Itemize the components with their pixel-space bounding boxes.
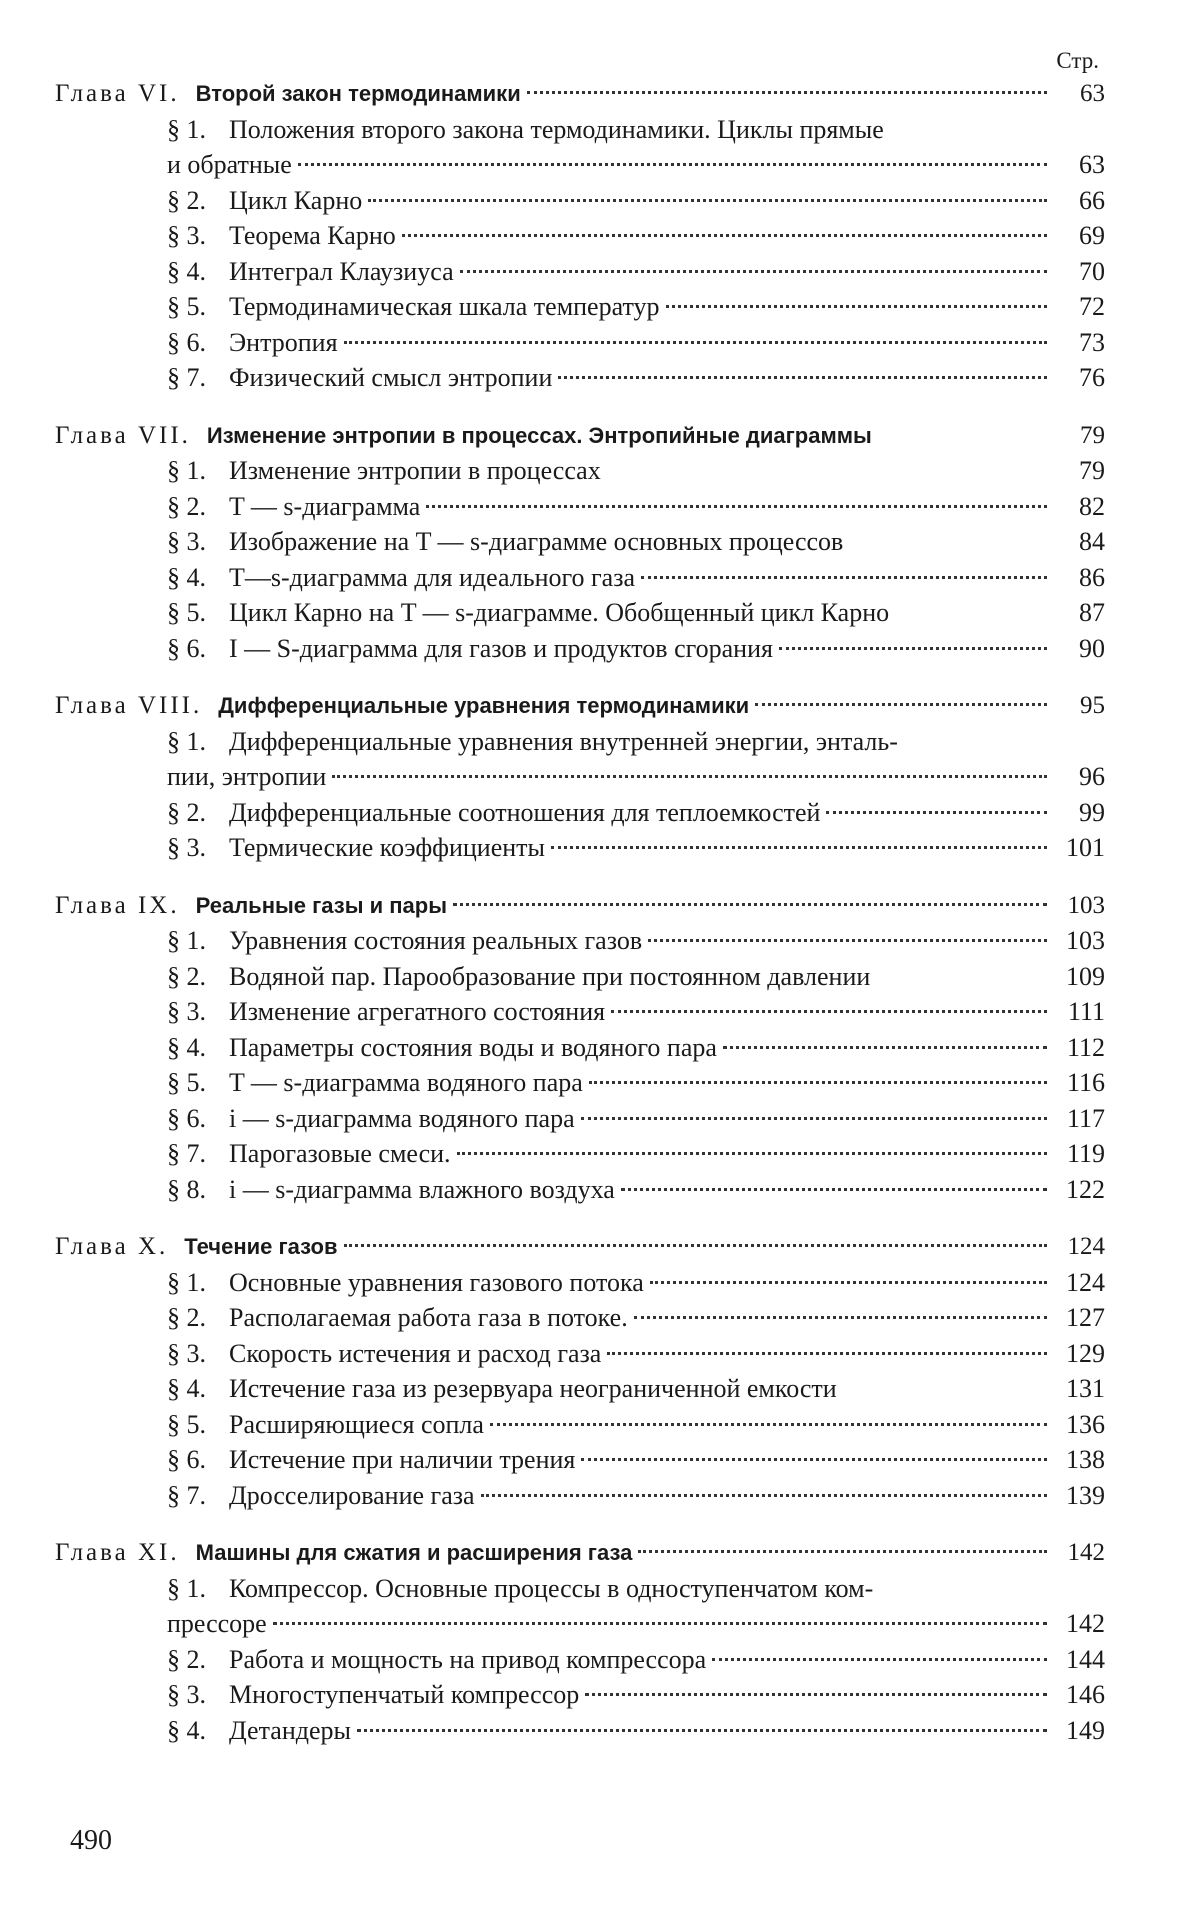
section-page-number: 109 — [1066, 961, 1105, 991]
chapter-block — [55, 1229, 1105, 1513]
section-title: Положения второго закона термодинамики. Циклы прямые — [229, 114, 884, 144]
section-number: § 2. — [167, 1303, 206, 1332]
section-page-number: 90 — [1079, 633, 1105, 663]
section-entry — [55, 1407, 1105, 1443]
section-entry — [55, 631, 1105, 667]
section-number: § 4. — [167, 1715, 206, 1745]
section-entry — [55, 1265, 1105, 1301]
section-entry — [55, 1642, 1105, 1678]
section-title: Интеграл Клаузиуса — [229, 256, 454, 286]
dot-leader — [621, 1168, 1047, 1191]
section-page-number: 103 — [1066, 926, 1105, 955]
chapter-page-number: 79 — [1080, 421, 1105, 449]
section-page-number: 87 — [1079, 598, 1105, 627]
section-title: Энтропия — [229, 327, 338, 357]
section-title: Работа и мощность на привод компрессора — [229, 1644, 707, 1674]
toc-page — [55, 48, 1105, 1770]
dot-leader — [634, 1296, 1047, 1319]
section-number: § 2. — [167, 797, 206, 827]
dot-leader — [666, 285, 1048, 308]
section-number: § 1. — [167, 1573, 206, 1603]
section-entry — [55, 1300, 1105, 1336]
dot-leader — [779, 627, 1047, 650]
section-number: § 2. — [167, 1644, 206, 1674]
section-title: Теорема Карно — [229, 221, 396, 250]
dot-leader — [490, 1403, 1047, 1426]
chapter-block — [55, 76, 1105, 396]
section-title: Основные уравнения газового потока — [229, 1267, 644, 1297]
chapter-page-number: 124 — [1067, 1233, 1105, 1260]
chapter-title: Изменение энтропии в процессах. Энтропийные диаграммы — [206, 422, 872, 448]
dot-leader — [589, 1061, 1047, 1084]
section-title: Истечение при наличии трения — [229, 1445, 576, 1474]
section-entry — [55, 289, 1105, 325]
dot-leader — [638, 1530, 1047, 1553]
chapter-entry — [55, 888, 1105, 924]
section-number: § 2. — [167, 961, 206, 991]
dot-leader — [527, 71, 1047, 94]
section-number: § 8. — [167, 1174, 206, 1204]
section-entry — [55, 1371, 1105, 1407]
section-entry — [55, 325, 1105, 361]
dot-leader — [712, 1638, 1047, 1661]
section-page-number: 73 — [1079, 327, 1105, 357]
section-title: Скорость истечения и расход газа — [229, 1338, 602, 1368]
section-entry — [55, 923, 1105, 959]
section-entry — [55, 1030, 1105, 1066]
section-title: i — s-диаграмма водяного пара — [229, 1103, 575, 1133]
section-entry — [55, 759, 1105, 795]
chapter-label: Глава IX. — [55, 891, 180, 919]
section-title: Изменение агрегатного состояния — [229, 997, 606, 1026]
chapter-label: Глава VI. — [55, 80, 180, 107]
section-number: § 6. — [167, 1103, 206, 1133]
section-page-number: 139 — [1066, 1480, 1105, 1510]
section-title: T — s-диаграмма водяного пара — [229, 1068, 583, 1097]
section-page-number: 86 — [1079, 562, 1105, 592]
section-entry — [55, 1136, 1105, 1172]
section-page-number: 127 — [1066, 1303, 1105, 1332]
section-page-number: 112 — [1066, 1032, 1105, 1062]
section-entry — [55, 1336, 1105, 1372]
section-number: § 3. — [167, 1338, 206, 1368]
section-number: § 5. — [167, 292, 206, 321]
section-title: Физический смысл энтропии — [229, 363, 553, 392]
section-number: § 4. — [167, 256, 206, 286]
dot-leader — [581, 1097, 1047, 1120]
dot-leader — [826, 791, 1047, 814]
section-number: § 5. — [167, 1409, 206, 1439]
section-entry — [55, 1065, 1105, 1101]
dot-leader — [558, 356, 1047, 379]
section-title: Цикл Карно на T — s-диаграмме. Обобщенный цикл Карно — [229, 598, 890, 627]
dot-leader — [551, 826, 1047, 849]
chapter-label: Глава X. — [55, 1233, 169, 1260]
dot-leader — [357, 1709, 1047, 1732]
section-page-number: 72 — [1079, 292, 1105, 321]
section-title: и обратные — [167, 150, 292, 179]
section-entry — [55, 147, 1105, 183]
section-title: прессоре — [167, 1609, 267, 1638]
section-title: T — s-диаграмма — [229, 491, 421, 521]
chapter-block — [55, 418, 1105, 667]
section-page-number: 136 — [1066, 1409, 1105, 1439]
dot-leader — [481, 1474, 1047, 1497]
section-page-number: 124 — [1066, 1267, 1105, 1297]
section-title: Дифференциальные соотношения для теплоемкостей — [229, 797, 821, 827]
section-number: § 1. — [167, 114, 206, 144]
section-entry — [55, 795, 1105, 831]
section-number: § 2. — [167, 491, 206, 521]
section-number: § 1. — [167, 926, 206, 955]
section-title: Дросселирование газа — [229, 1480, 475, 1510]
section-entry — [55, 453, 1105, 489]
section-title: Детандеры — [229, 1715, 351, 1745]
chapter-label: Глава VIII. — [55, 692, 203, 719]
section-entry — [55, 595, 1105, 631]
chapter-page-number: 95 — [1080, 692, 1105, 719]
section-title: T—s-диаграмма для идеального газа — [229, 562, 636, 592]
section-number: § 3. — [167, 1680, 206, 1709]
chapter-label: Глава VII. — [55, 421, 191, 449]
section-title: пии, энтропии — [167, 762, 327, 791]
chapter-page-number: 63 — [1080, 80, 1105, 107]
section-page-number: 119 — [1066, 1139, 1105, 1168]
section-number: § 1. — [167, 726, 206, 756]
section-entry — [55, 183, 1105, 219]
page-number: 490 — [70, 1825, 112, 1856]
section-entry — [55, 360, 1105, 396]
dot-leader — [332, 755, 1047, 778]
chapter-entry — [55, 1229, 1105, 1265]
section-number: § 6. — [167, 633, 206, 663]
section-entry — [55, 1677, 1105, 1713]
section-entry — [55, 1172, 1105, 1208]
section-entry — [55, 218, 1105, 254]
section-number: § 7. — [167, 1480, 206, 1510]
section-number: § 7. — [167, 1139, 206, 1168]
section-entry — [55, 524, 1105, 560]
section-title: Изображение на T — s-диаграмме основных процессов — [229, 527, 844, 556]
dot-leader — [453, 883, 1047, 906]
section-entry — [55, 724, 1105, 760]
section-page-number: 79 — [1079, 456, 1105, 485]
chapter-title: Течение газов — [184, 1234, 338, 1259]
section-title: Изменение энтропии в процессах — [229, 456, 601, 485]
dot-leader — [426, 485, 1047, 508]
dot-leader — [344, 321, 1047, 344]
section-number: § 3. — [167, 833, 206, 862]
section-page-number: 117 — [1066, 1103, 1105, 1133]
chapter-block — [55, 1535, 1105, 1748]
dot-leader — [611, 990, 1047, 1013]
chapter-title: Второй закон термодинамики — [195, 81, 521, 106]
section-page-number: 99 — [1079, 797, 1105, 827]
section-page-number: 146 — [1066, 1680, 1105, 1709]
dot-leader — [402, 214, 1047, 237]
section-title: Уравнения состояния реальных газов — [229, 926, 643, 955]
section-title: Истечение газа из резервуара неограниченной емкости — [229, 1374, 837, 1403]
section-entry — [55, 112, 1105, 148]
dot-leader — [585, 1673, 1047, 1696]
dot-leader — [460, 250, 1047, 273]
section-page-number: 101 — [1066, 833, 1105, 862]
section-number: § 1. — [167, 1267, 206, 1297]
chapter-entry — [55, 1535, 1105, 1571]
section-page-number: 84 — [1079, 527, 1105, 556]
section-entry — [55, 959, 1105, 995]
chapter-title: Реальные газы и пары — [195, 892, 448, 918]
section-entry — [55, 1571, 1105, 1607]
section-title: Располагаемая работа газа в потоке. — [229, 1303, 628, 1332]
dot-leader — [650, 1261, 1047, 1284]
section-number: § 5. — [167, 1068, 206, 1097]
section-title: I — S-диаграмма для газов и продуктов сгорания — [229, 633, 773, 663]
section-title: Парогазовые смеси. — [229, 1139, 451, 1168]
section-number: § 3. — [167, 527, 206, 556]
dot-leader — [298, 143, 1047, 166]
section-title: Цикл Карно — [229, 185, 363, 215]
section-number: § 2. — [167, 185, 206, 215]
section-title: Термические коэффициенты — [229, 833, 545, 862]
section-number: § 6. — [167, 1445, 206, 1474]
dot-leader — [273, 1602, 1047, 1625]
section-number: § 7. — [167, 363, 206, 392]
table-of-contents — [55, 76, 1105, 1748]
section-page-number: 116 — [1066, 1068, 1105, 1097]
section-title: Параметры состояния воды и водяного пара — [229, 1032, 717, 1062]
dot-leader — [607, 1332, 1047, 1355]
section-number: § 3. — [167, 997, 206, 1026]
chapter-label: Глава XI. — [55, 1539, 180, 1566]
section-page-number: 96 — [1079, 762, 1105, 791]
dot-leader — [641, 556, 1047, 579]
section-page-number: 111 — [1067, 997, 1105, 1026]
section-entry — [55, 1442, 1105, 1478]
dot-leader — [755, 683, 1047, 706]
section-title: Дифференциальные уравнения внутренней энергии, энталь- — [229, 726, 898, 756]
section-number: § 3. — [167, 221, 206, 250]
section-page-number: 131 — [1066, 1374, 1105, 1403]
section-number: § 1. — [167, 456, 206, 485]
chapter-entry — [55, 76, 1105, 112]
chapter-title: Машины для сжатия и расширения газа — [195, 1540, 633, 1565]
page-column-header: Стр. — [1056, 48, 1099, 73]
section-page-number: 129 — [1066, 1338, 1105, 1368]
section-number: § 4. — [167, 562, 206, 592]
section-number: § 5. — [167, 598, 206, 627]
section-entry — [55, 1713, 1105, 1749]
dot-leader — [648, 919, 1047, 942]
section-page-number: 76 — [1079, 363, 1105, 392]
section-number: § 6. — [167, 327, 206, 357]
section-title: Водяной пар. Парообразование при постоянном давлении — [229, 961, 871, 991]
section-page-number: 122 — [1066, 1174, 1105, 1204]
section-page-number: 69 — [1079, 221, 1105, 250]
section-page-number: 70 — [1079, 256, 1105, 286]
dot-leader — [457, 1132, 1047, 1155]
section-page-number: 63 — [1079, 150, 1105, 179]
section-title: Расширяющиеся сопла — [229, 1409, 484, 1439]
chapter-title: Дифференциальные уравнения термодинамики — [218, 693, 750, 718]
section-page-number: 149 — [1066, 1715, 1105, 1745]
dot-leader — [344, 1224, 1048, 1247]
chapter-block — [55, 888, 1105, 1208]
section-title: Термодинамическая шкала температур — [229, 292, 660, 321]
dot-leader — [723, 1026, 1047, 1049]
chapter-entry — [55, 688, 1105, 724]
section-entry — [55, 1606, 1105, 1642]
section-title: Многоступенчатый компрессор — [229, 1680, 580, 1709]
section-page-number: 144 — [1066, 1644, 1105, 1674]
section-entry — [55, 994, 1105, 1030]
chapter-block — [55, 688, 1105, 866]
dot-leader — [368, 179, 1047, 202]
section-entry — [55, 254, 1105, 290]
section-entry — [55, 1478, 1105, 1514]
section-page-number: 82 — [1079, 491, 1105, 521]
chapter-entry — [55, 418, 1105, 454]
chapter-page-number: 142 — [1067, 1539, 1105, 1566]
section-page-number: 66 — [1079, 185, 1105, 215]
section-entry — [55, 560, 1105, 596]
section-number: § 4. — [167, 1374, 206, 1403]
section-title: Компрессор. Основные процессы в одноступенчатом ком- — [229, 1573, 874, 1603]
chapter-page-number: 103 — [1067, 891, 1105, 919]
section-entry — [55, 830, 1105, 866]
dot-leader — [581, 1438, 1047, 1461]
section-number: § 4. — [167, 1032, 206, 1062]
section-page-number: 142 — [1066, 1609, 1105, 1638]
section-page-number: 138 — [1066, 1445, 1105, 1474]
section-entry — [55, 489, 1105, 525]
section-entry — [55, 1101, 1105, 1137]
section-title: i — s-диаграмма влажного воздуха — [229, 1174, 615, 1204]
